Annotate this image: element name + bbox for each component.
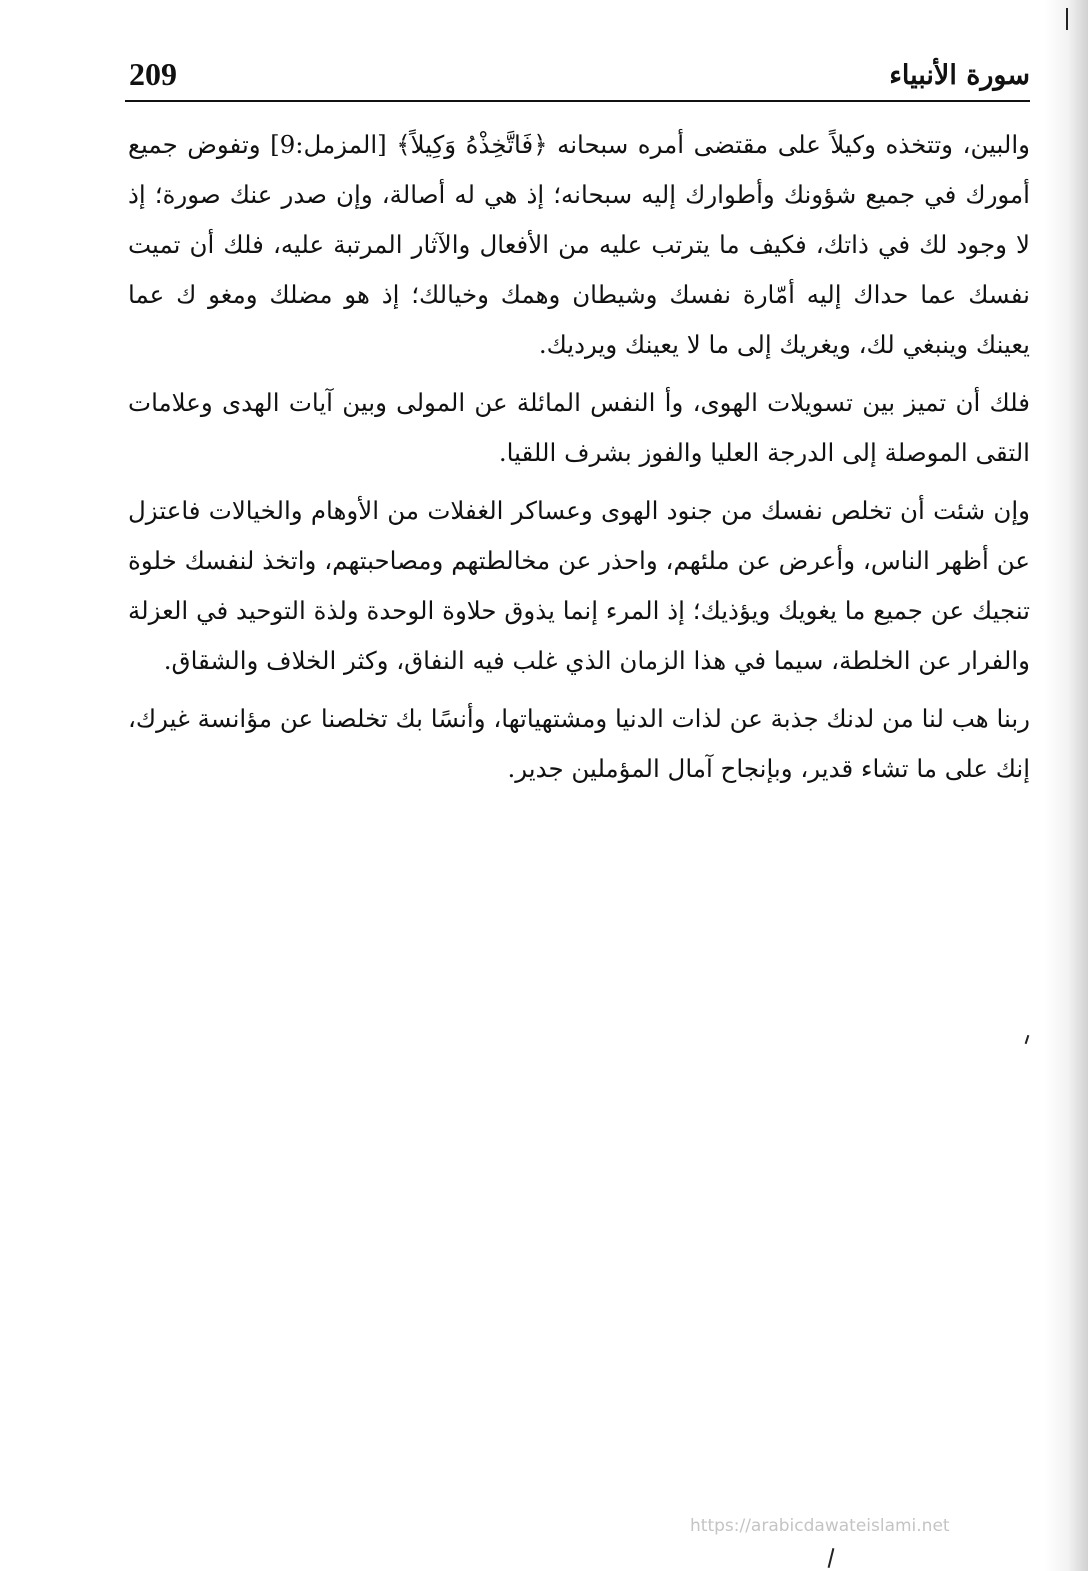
paragraph-4: ربنا هب لنا من لدنك جذبة عن لذات الدنيا ومشتهياتها، وأنسًا بك تخلصنا عن مؤانسة غيرك، إنك على ما تشاء قدير، وبإنجاح آمال المؤملين جدير.	[128, 704, 1030, 783]
scan-speck	[1025, 1035, 1030, 1044]
page-header	[125, 52, 1030, 102]
paragraph-3: وإن شئت أن تخلص نفسك من جنود الهوى وعساكر الغفلات من الأوهام والخيالات فاعتزل عن أظهر الناس، وأعرض عن ملئهم، واحذر عن مخالطتهم ومصاحبتهم، واتخذ لنفسك خلوة تنجيك عن جميع ما يغويك ويؤذيك؛ إذ المرء إنما يذوق حلاوة الوحدة ولذة التوحيد في العزلة والفرار عن الخلطة، سيما في هذا الزمان الذي غلب فيه النفاق، وكثر الخلاف والشقاق.	[128, 496, 1031, 675]
body-text	[128, 120, 1030, 802]
scan-speck	[1066, 8, 1068, 30]
page-edge-shadow	[1044, 0, 1088, 1571]
running-title: سورة الأنبياء	[889, 60, 1030, 91]
scan-speck	[828, 1548, 835, 1568]
paragraph-2: فلك أن تميز بين تسويلات الهوى، وأ النفس المائلة عن المولى وبين آيات الهدى وعلامات التقى الموصلة إلى الدرجة العليا والفوز بشرف اللقيا.	[128, 388, 1030, 467]
watermark-url: https://arabicdawateislami.net	[690, 1516, 950, 1536]
paragraph-1: والبين، وتتخذه وكيلاً على مقتضى أمره سبحانه ﴿فَاتَّخِذْهُ وَكِيلاً﴾ [المزمل:9] وتفوض جميع أمورك في جميع شؤونك وأطوارك إليه سبحانه؛ إذ هي له أصالة، وإن صدر عنك صورة؛ إذ لا وجود لك في ذاتك، فكيف ما يترتب عليه من الأفعال والآثار المرتبة عليه، فلك أن تميت نفسك عما حداك إليه أمّارة نفسك وشيطان وهمك وخيالك؛ إذ هو مضلك ومغو ك عما يعينك وينبغي لك، ويغريك إلى ما لا يعينك ويرديك.	[128, 130, 1030, 359]
page-number: 209	[129, 56, 177, 92]
